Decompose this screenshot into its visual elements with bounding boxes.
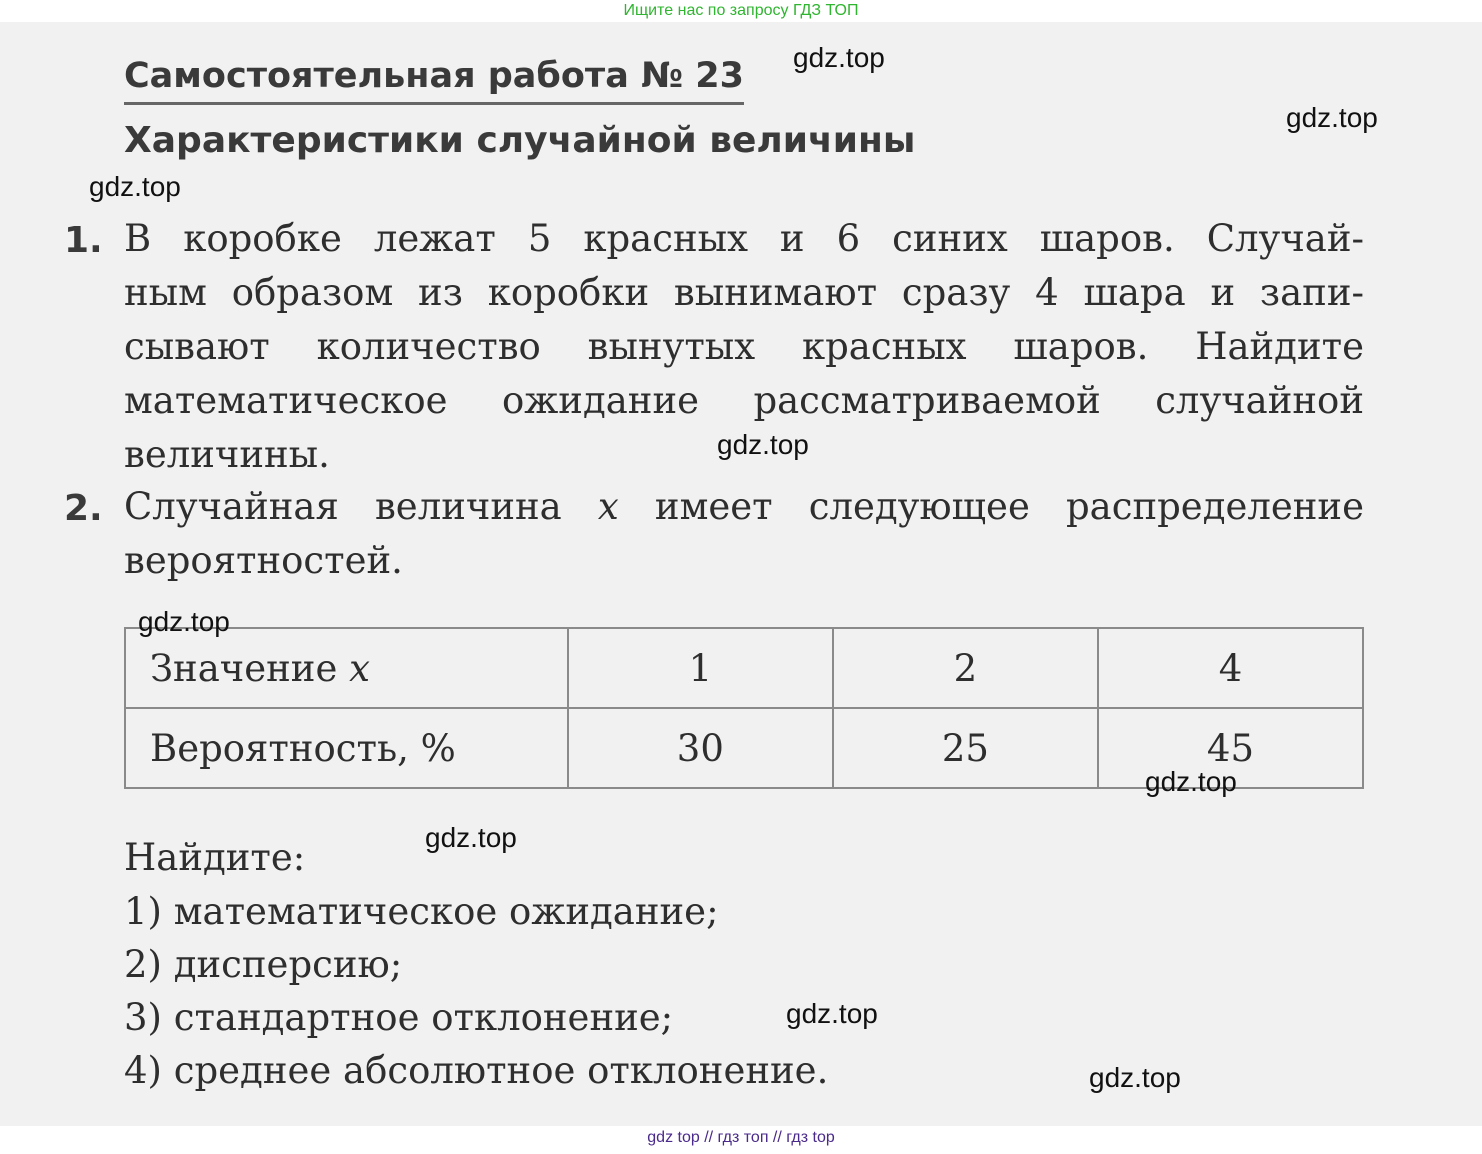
task-2-line: [124, 480, 1364, 534]
task-1-number: 1.: [64, 220, 103, 261]
table-cell-probability: 30: [568, 708, 833, 788]
row-header-label: Значение: [150, 646, 350, 690]
watermark: gdz.top: [425, 822, 517, 853]
watermark: gdz.top: [1089, 1062, 1181, 1093]
watermark: gdz.top: [138, 606, 230, 637]
table-cell-value: 2: [833, 628, 1098, 708]
table-cell-value: 4: [1098, 628, 1363, 708]
task-1-line: ным образом из коробки вынимают сразу 4 шара и запи-: [124, 271, 1364, 314]
find-item: 2) дисперсию;: [124, 943, 403, 986]
find-item: 1) математическое ожидание;: [124, 890, 719, 933]
row-header-probability: Вероятность, %: [125, 708, 568, 788]
find-item: 3) стандартное отклонение;: [124, 996, 674, 1039]
watermark: gdz.top: [793, 42, 885, 73]
table-cell-probability: 25: [833, 708, 1098, 788]
task-2-line: вероятностей.: [124, 539, 403, 582]
variable-x: x: [597, 485, 619, 528]
work-subtitle: Характеристики случайной величины: [124, 120, 916, 161]
task-2-text: [124, 480, 1364, 588]
table-row-values: [125, 628, 1363, 708]
task-1-line: сывают количество вынутых красных шаров. Найдите: [124, 325, 1364, 368]
find-item: 4) среднее абсолютное отклонение.: [124, 1049, 829, 1092]
table-cell-value: 1: [568, 628, 833, 708]
watermark: gdz.top: [786, 998, 878, 1029]
row-header-values: [125, 628, 568, 708]
table-cell-probability: 45: [1098, 708, 1363, 788]
watermark: gdz.top: [1145, 766, 1237, 797]
find-label: Найдите:: [124, 836, 306, 879]
top-banner[interactable]: Ищите нас по запросу ГДЗ ТОП: [623, 2, 859, 19]
task-1-line: В коробке лежат 5 красных и 6 синих шаров. Случай-: [124, 217, 1364, 260]
task-2-number: 2.: [64, 488, 103, 529]
distribution-table: [124, 627, 1364, 789]
bottom-banner[interactable]: gdz top // гдз топ // гдз top: [647, 1129, 835, 1146]
work-title: Самостоятельная работа № 23: [124, 56, 744, 105]
task-1-line: математическое ожидание рассматриваемой случайной: [124, 379, 1364, 422]
watermark: gdz.top: [717, 429, 809, 460]
watermark: gdz.top: [1286, 102, 1378, 133]
task-2-intro: Случайная величина: [124, 485, 598, 528]
variable-x: x: [349, 646, 370, 690]
watermark: gdz.top: [89, 171, 181, 202]
task-1-line: величины.: [124, 433, 330, 476]
task-2-intro-rest: имеет следующее распределение: [618, 485, 1364, 528]
